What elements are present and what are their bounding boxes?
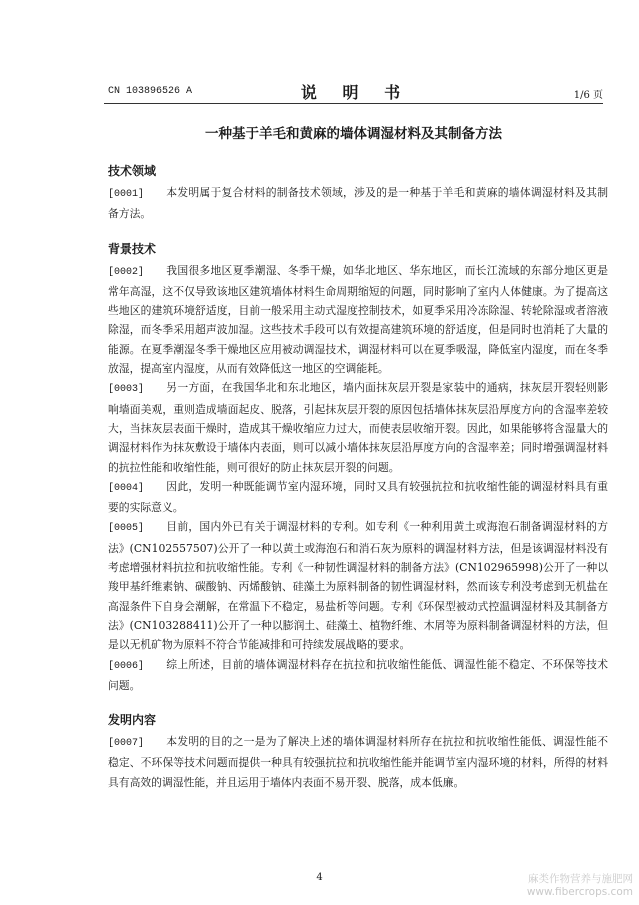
paragraph-text: 本发明属于复合材料的制备技术领域，涉及的是一种基于羊毛和黄麻的墙体调湿材料及其制备方法。 (108, 186, 608, 221)
paragraph-text: 综上所述，目前的墙体调湿材料存在抗拉和抗收缩性能低、调湿性能不稳定、不环保等技术问题。 (108, 657, 608, 692)
paragraph-0001 (108, 183, 608, 224)
paragraph-number: [0007] (108, 738, 145, 750)
watermark (527, 873, 633, 899)
paragraph-0002 (108, 261, 608, 379)
paragraph-text: 因此，发明一种既能调节室内湿环境，同时又具有较强抗拉和抗收缩性能的调湿材料具有重要的实际意义。 (108, 479, 608, 515)
paragraph-0006 (108, 655, 608, 696)
section-heading: 发明内容 (108, 713, 157, 728)
document-type: 说 明 书 (300, 83, 411, 102)
paragraph-text: 目前，国内外已有关于调湿材料的专利。如专利《一种利用黄土或海泡石制备调湿材料的方法》(CN102557507)公开了一种以黄土或海泡石和消石灰为原料的调湿材料方法，但是该调湿材料没有考虑增强材料抗拉和抗收缩性能。专利《一种韧性调湿材料的制备方法》(CN102965998)公开了一种以羧甲基纤维素钠、碳酸钠、丙烯酸钠、硅藻土为原料制备的韧性调湿材料，然而该专利没考虑到无机盐在高湿条件下自身会潮解，在常温下不稳定，易盐析等问题。专利《环保型被动式控温调湿材料及其制备方法》(CN103288411)公开了一种以膨润土、硅藻土、植物纤维、木屑等为原料制备调湿材料的方法，但是以无机矿物为原料不符合节能减排和可持续发展战略的要求。 (108, 520, 608, 652)
watermark-site-name: 麻类作物营养与施肥网 (528, 873, 633, 885)
paragraph-number: [0001] (108, 189, 145, 200)
paragraph-number: [0002] (108, 266, 145, 278)
paragraph-text: 另一方面，在我国华北和东北地区，墙内面抹灰层开裂是家装中的通病，抹灰层开裂轻则影响墙面美观，重则造成墙面起皮、脱落，引起抹灰层开裂的原因包括墙体抹灰层沿厚度方向的含湿率差较大，当抹灰层表面干燥时，造成其干燥收缩应力过大，而使表层收缩开裂。因此，如果能够将含湿量大的调湿材料作为抹灰敷设于墙体内表面，则可以减小墙体抹灰层沿厚度方向的含湿率差；同时增强调湿材料的抗拉性能和收缩性能，则可很好的防止抹灰层开裂的问题。 (108, 381, 608, 474)
watermark-url: www.fibercrops.com (526, 886, 633, 898)
page-number: 4 (316, 872, 323, 883)
patent-number: CN 103896526 A (108, 86, 193, 97)
paragraph-0007 (108, 732, 608, 792)
paragraph-number: [0004] (108, 482, 145, 494)
paragraph-number: [0003] (108, 384, 145, 396)
paragraph-0004 (108, 477, 608, 518)
document-body (108, 163, 608, 792)
paragraph-0003 (108, 378, 608, 476)
paragraph-0005 (108, 517, 608, 654)
page-indicator: 1/6 页 (573, 90, 603, 101)
section-heading: 背景技术 (108, 241, 157, 256)
paragraph-text: 本发明的目的之一是为了解决上述的墙体调湿材料所存在抗拉和抗收缩性能低、调湿性能不稳定、不环保等技术问题而提供一种具有较强抗拉和抗收缩性能并能调节室内湿环境的材料，所得的材料具有高效的调湿性能，并且运用于墙体内表面不易开裂、脱落，成本低廉。 (108, 735, 608, 789)
section-heading: 技术领域 (108, 164, 157, 178)
header-rule (104, 103, 603, 104)
document-title: 一种基于羊毛和黄麻的墙体调湿材料及其制备方法 (205, 126, 502, 142)
paragraph-number: [0006] (108, 660, 145, 672)
paragraph-number: [0005] (108, 523, 145, 535)
paragraph-text: 我国很多地区夏季潮湿、冬季干燥，如华北地区、华东地区，而长江流域的东部分地区更是常年高湿，这不仅导致该地区建筑墙体材料生命周期缩短的问题，同时影响了室内人体健康。为了提高这些地区的建筑环境舒适度，目前一般采用主动式湿度控制技术，如夏季采用冷冻除湿、转轮除湿或者溶液除湿，而冬季采用超声波加湿。这些技术手段可以有效提高建筑环境的舒适度，但是同时也消耗了大量的能源。在夏季潮湿冬季干燥地区应用被动调湿技术，调湿材料可以在夏季吸湿，降低室内湿度，而在冬季放湿，提高室内湿度，从而有效降低这一地区的空调能耗。 (108, 263, 608, 376)
page-header (108, 84, 603, 100)
